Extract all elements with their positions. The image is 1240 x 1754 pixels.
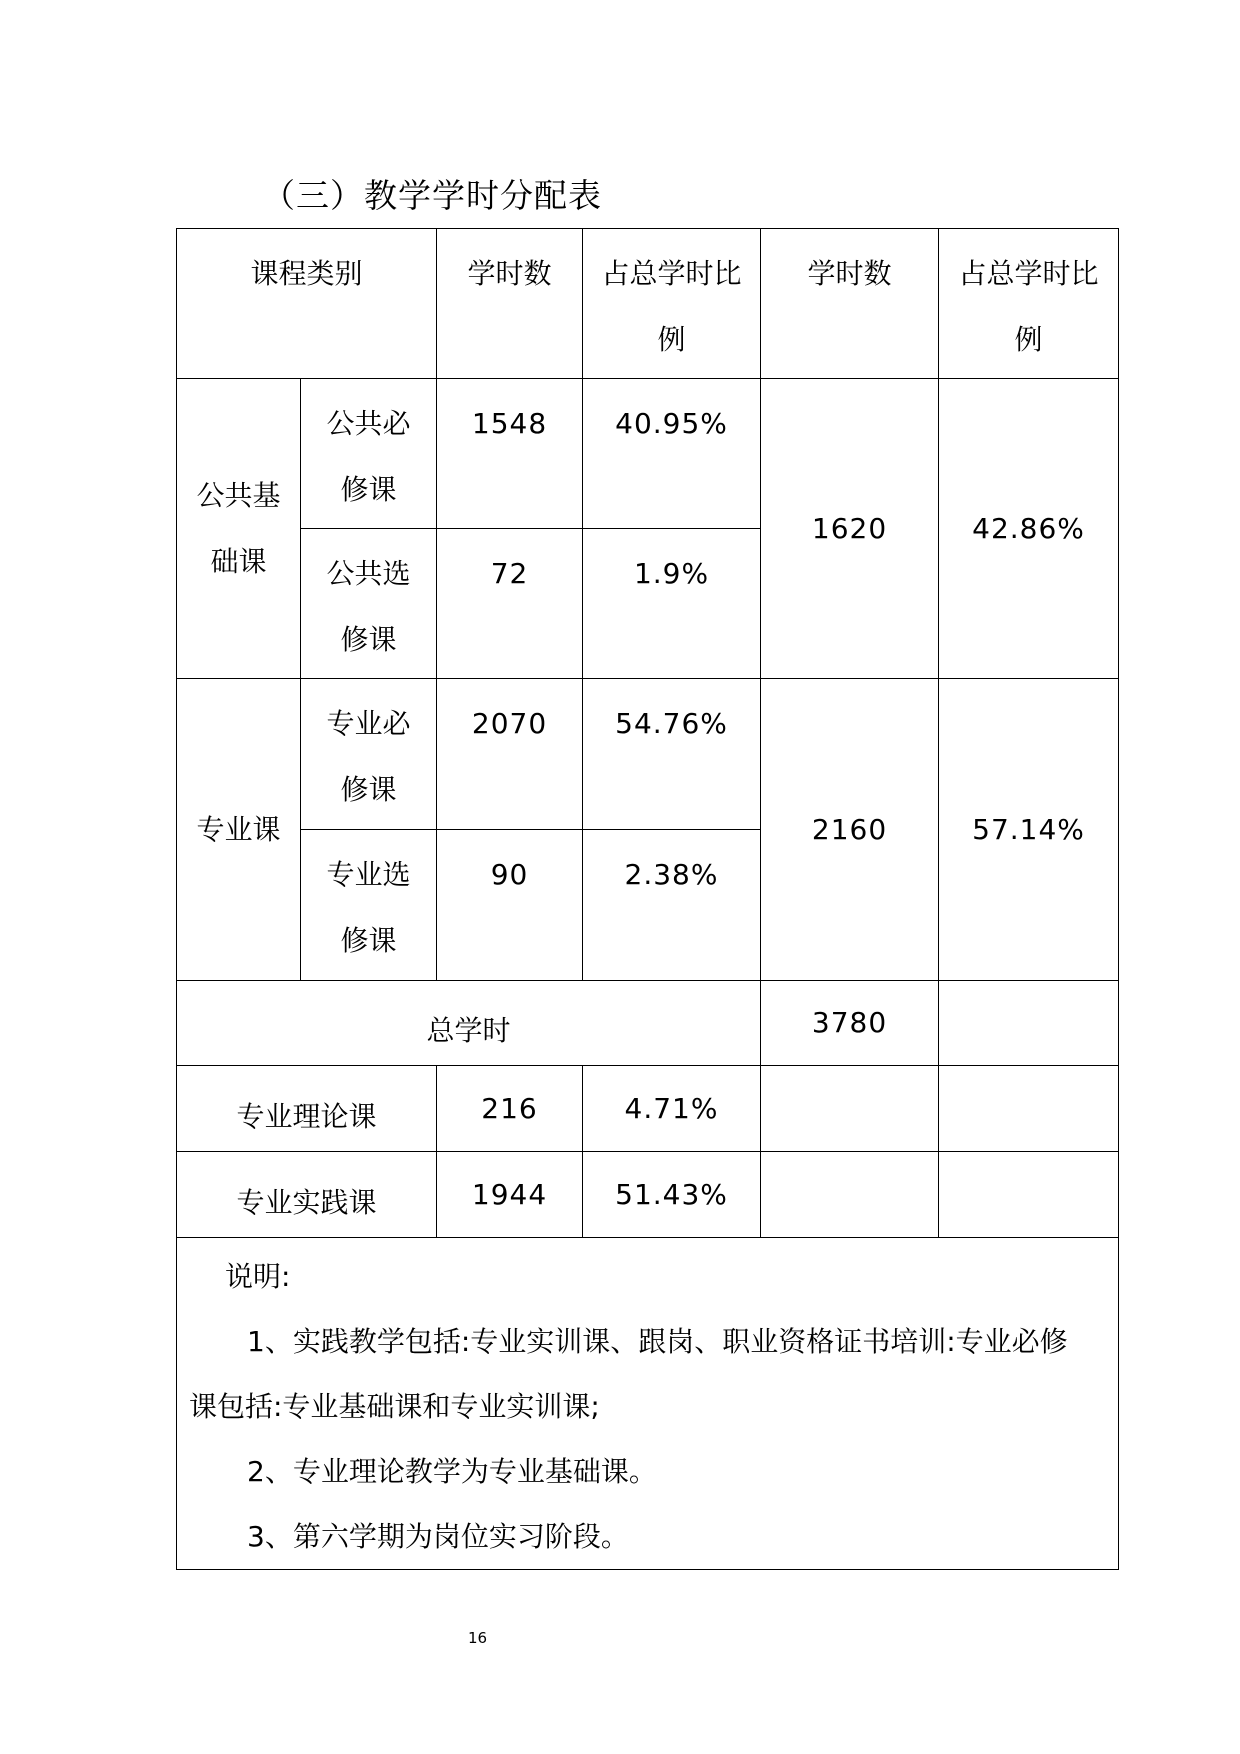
page-number: 16 <box>468 1629 488 1647</box>
course-type-cell <box>301 529 437 679</box>
course-label: 专业理论课 <box>177 1066 437 1152</box>
header-ratio-2-line2: 例 <box>1014 323 1043 356</box>
group-name-line1: 专业课 <box>196 812 281 846</box>
ratio-cell: 1.9% <box>583 529 761 679</box>
header-ratio <box>583 229 761 379</box>
notes-item-1: 1、实践教学包括:专业实训课、跟岗、职业资格证书培训:专业必修 <box>247 1325 1068 1358</box>
ratio-cell: 4.71% <box>583 1066 761 1152</box>
hours-cell: 2070 <box>437 679 583 830</box>
hours-cell: 216 <box>437 1066 583 1152</box>
course-label: 专业实践课 <box>177 1152 437 1238</box>
header-hours-2-label: 学时数 <box>807 257 892 290</box>
empty-cell <box>761 1066 939 1152</box>
subtotal-ratio-cell: 42.86% <box>939 379 1119 679</box>
ratio-cell: 51.43% <box>583 1152 761 1238</box>
table-row <box>177 1152 1119 1238</box>
course-type-line1: 公共必 <box>326 407 411 440</box>
hours-cell: 72 <box>437 529 583 679</box>
hours-cell: 90 <box>437 830 583 981</box>
course-type-line1: 专业选 <box>326 858 411 891</box>
hours-cell: 1944 <box>437 1152 583 1238</box>
course-type-cell <box>301 830 437 981</box>
notes-cell <box>177 1238 1119 1570</box>
notes-item-1-continued: 课包括:专业基础课和专业实训课; <box>189 1390 600 1423</box>
notes-item-2: 2、专业理论教学为专业基础课。 <box>247 1455 657 1488</box>
empty-cell <box>761 1152 939 1238</box>
group-name-line2: 础课 <box>210 544 267 578</box>
hours-allocation-table <box>176 228 1119 1570</box>
empty-cell <box>939 1066 1119 1152</box>
empty-cell <box>939 1152 1119 1238</box>
header-ratio-line2: 例 <box>657 323 686 356</box>
total-hours-cell: 3780 <box>761 981 939 1066</box>
header-hours-label: 学时数 <box>467 257 552 290</box>
table-row <box>177 379 1119 529</box>
hours-cell: 1548 <box>437 379 583 529</box>
subtotal-ratio-cell: 57.14% <box>939 679 1119 981</box>
total-label: 总学时 <box>177 981 761 1066</box>
group-name-major <box>177 679 301 981</box>
course-type-cell <box>301 679 437 830</box>
notes-row <box>177 1238 1119 1570</box>
course-type-line2: 修课 <box>340 924 397 957</box>
table-row <box>177 1066 1119 1152</box>
header-hours <box>437 229 583 379</box>
section-heading: （三）教学学时分配表 <box>262 176 602 215</box>
header-category <box>177 229 437 379</box>
course-type-line2: 修课 <box>340 773 397 806</box>
course-type-line2: 修课 <box>340 623 397 656</box>
header-ratio-line1: 占总学时比 <box>601 257 742 290</box>
empty-cell <box>939 981 1119 1066</box>
ratio-cell: 2.38% <box>583 830 761 981</box>
course-type-line1: 专业必 <box>326 707 411 740</box>
table-row <box>177 679 1119 830</box>
subtotal-hours-cell: 2160 <box>761 679 939 981</box>
subtotal-hours-cell: 1620 <box>761 379 939 679</box>
header-category-label: 课程类别 <box>250 257 363 290</box>
header-hours-2 <box>761 229 939 379</box>
course-type-line2: 修课 <box>340 473 397 506</box>
total-row <box>177 981 1119 1066</box>
course-type-line1: 公共选 <box>326 557 411 590</box>
header-ratio-2-line1: 占总学时比 <box>958 257 1099 290</box>
notes-title: 说明: <box>225 1260 291 1293</box>
table-header-row <box>177 229 1119 379</box>
course-type-cell <box>301 379 437 529</box>
group-name-public <box>177 379 301 679</box>
ratio-cell: 54.76% <box>583 679 761 830</box>
group-name-line1: 公共基 <box>196 478 281 512</box>
header-ratio-2 <box>939 229 1119 379</box>
ratio-cell: 40.95% <box>583 379 761 529</box>
notes-item-3: 3、第六学期为岗位实习阶段。 <box>247 1520 629 1553</box>
